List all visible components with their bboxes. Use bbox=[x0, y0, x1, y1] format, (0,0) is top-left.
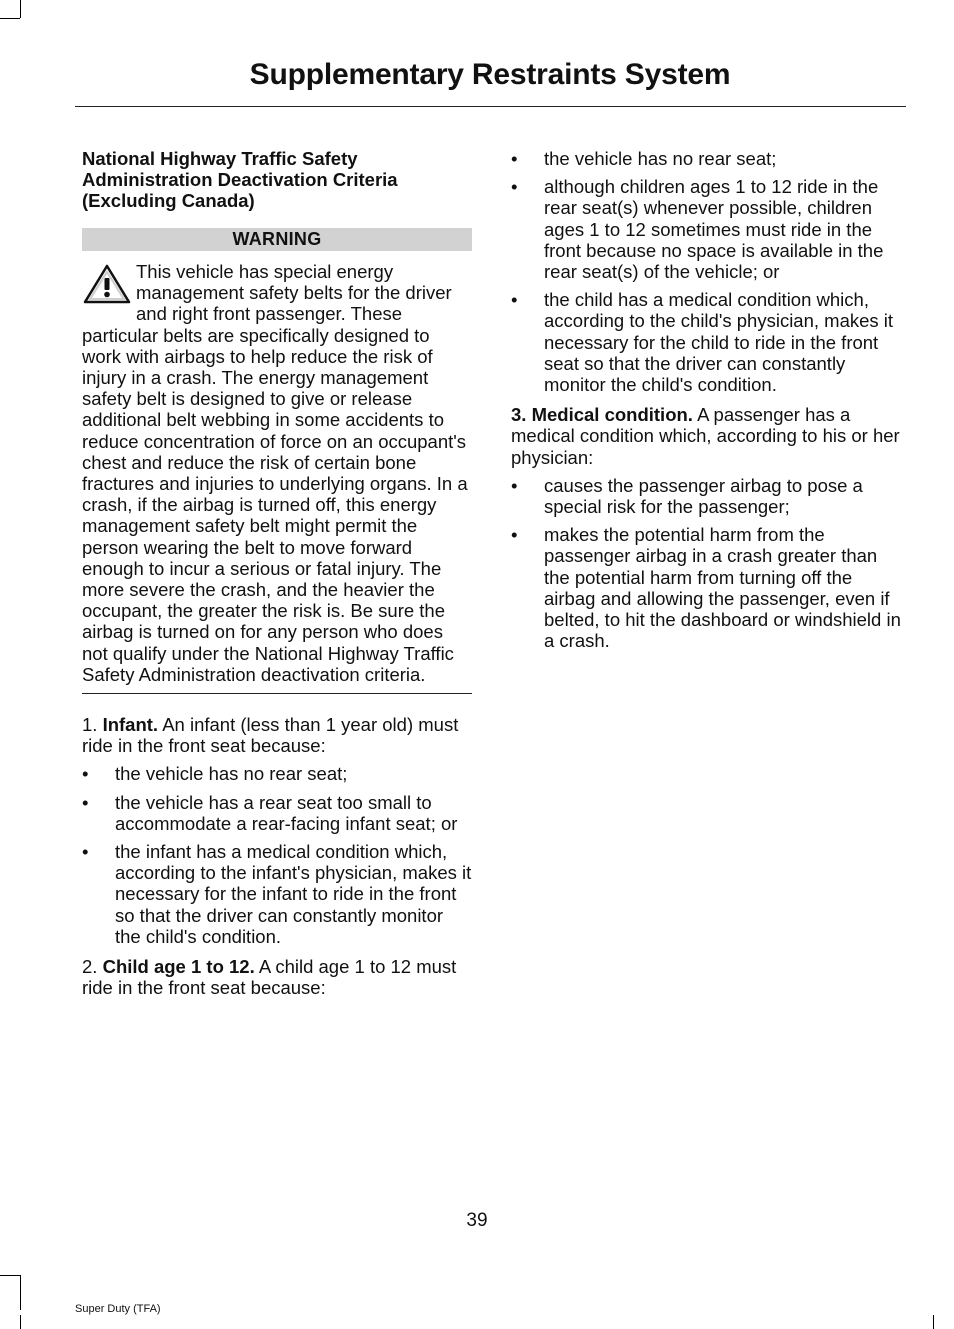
list-item-text: although children ages 1 to 12 ride in the rear seat(s) whenever possible, children ages 1 to 12 sometimes must ride in the front because no space is available in the rear seat(s) of the vehicle; or bbox=[544, 176, 884, 283]
item-text: A child age 1 to 12 must ride in the front seat because: bbox=[82, 956, 457, 999]
crop-mark bbox=[20, 1315, 21, 1329]
crop-mark bbox=[0, 18, 20, 19]
list-item-text: causes the passenger airbag to pose a special risk for the passenger; bbox=[544, 474, 863, 518]
bullet-icon: • bbox=[511, 148, 518, 169]
infant-bullet-list bbox=[82, 763, 472, 947]
item-term: Infant. bbox=[102, 714, 159, 736]
page-title: Supplementary Restraints System bbox=[249, 58, 731, 91]
list-item bbox=[511, 524, 903, 651]
right-column bbox=[511, 148, 903, 651]
list-item bbox=[511, 176, 903, 282]
left-column bbox=[82, 148, 472, 999]
warning-text: This vehicle has special energy management safety belts for the driver and right front passenger. These particular belts are specifically designed to work with airbags to help reduce the risk of injury in a crash. The energy management safety belt is designed to give or release additional belt webbing in some accidents to reduce concentration of force on an occupant's chest and reduce the risk of certain bone fractures and injuries to underlying organs. In a crash, if the airbag is turned off, this energy management safety belt might permit the person wearing the belt to move forward enough to incur a serious or fatal injury. The more severe the crash, and the heavier the occupant, the greater the risk is. Be sure the airbag is turned on for any person who does not qualify under the National Highway Traffic Safety Administration deactivation criteria. bbox=[82, 261, 468, 685]
crop-mark bbox=[0, 1275, 20, 1276]
crop-mark bbox=[933, 1315, 934, 1329]
list-item bbox=[82, 841, 472, 947]
footer-label: Super Duty (TFA) bbox=[75, 1303, 161, 1315]
list-item-text: makes the potential harm from the passenger airbag in a crash greater than the potential harm from turning off the airbag and allowing the passenger, even if belted, to hit the dashboard or windshield in a crash. bbox=[544, 524, 901, 652]
item-term: 3. Medical condition. bbox=[511, 404, 693, 426]
list-item bbox=[511, 475, 903, 517]
bullet-icon: • bbox=[82, 841, 89, 863]
item-infant bbox=[82, 714, 472, 756]
medical-bullet-list bbox=[511, 475, 903, 652]
list-item-text: the vehicle has no rear seat; bbox=[115, 763, 348, 785]
list-item-text: the child has a medical condition which, according to the child's physician, makes it necessary for the child to ride in the front seat so that the driver can constantly monitor the child's condition. bbox=[544, 289, 894, 396]
item-number: 1. bbox=[82, 714, 98, 736]
item-text: A passenger has a medical condition which, according to his or her physician: bbox=[511, 404, 900, 468]
warning-divider bbox=[82, 693, 472, 694]
list-item-text: the vehicle has no rear seat; bbox=[544, 148, 777, 169]
section-heading: National Highway Traffic Safety Administration Deactivation Criteria (Excluding Canada) bbox=[82, 148, 398, 211]
bullet-icon: • bbox=[82, 763, 89, 785]
item-number: 2. bbox=[82, 956, 98, 978]
bullet-icon: • bbox=[511, 474, 518, 496]
header-divider bbox=[75, 106, 906, 107]
item-medical bbox=[511, 404, 903, 468]
item-child bbox=[82, 956, 472, 998]
child-bullet-list bbox=[511, 148, 903, 395]
warning-box bbox=[82, 261, 472, 685]
bullet-icon: • bbox=[511, 524, 518, 546]
list-item bbox=[511, 148, 903, 169]
bullet-icon: • bbox=[82, 791, 89, 813]
list-item bbox=[511, 289, 903, 395]
crop-mark bbox=[20, 1275, 21, 1310]
bullet-icon: • bbox=[511, 176, 518, 198]
item-text: An infant (less than 1 year old) must ride in the front seat because: bbox=[82, 714, 459, 757]
item-term: Child age 1 to 12. bbox=[102, 956, 255, 978]
warning-label: WARNING bbox=[82, 228, 472, 251]
list-item-text: the infant has a medical condition which, according to the infant's physician, makes it necessary for the infant to ride in the front so that the driver can constantly monitor the child's condition. bbox=[115, 841, 472, 947]
bullet-icon: • bbox=[511, 289, 518, 311]
crop-mark bbox=[20, 0, 21, 18]
list-item-text: the vehicle has a rear seat too small to accommodate a rear-facing infant seat; or bbox=[115, 791, 458, 834]
warning-triangle-icon bbox=[82, 263, 132, 305]
list-item bbox=[82, 763, 472, 784]
list-item bbox=[82, 792, 472, 834]
page-number: 39 bbox=[466, 1210, 488, 1231]
